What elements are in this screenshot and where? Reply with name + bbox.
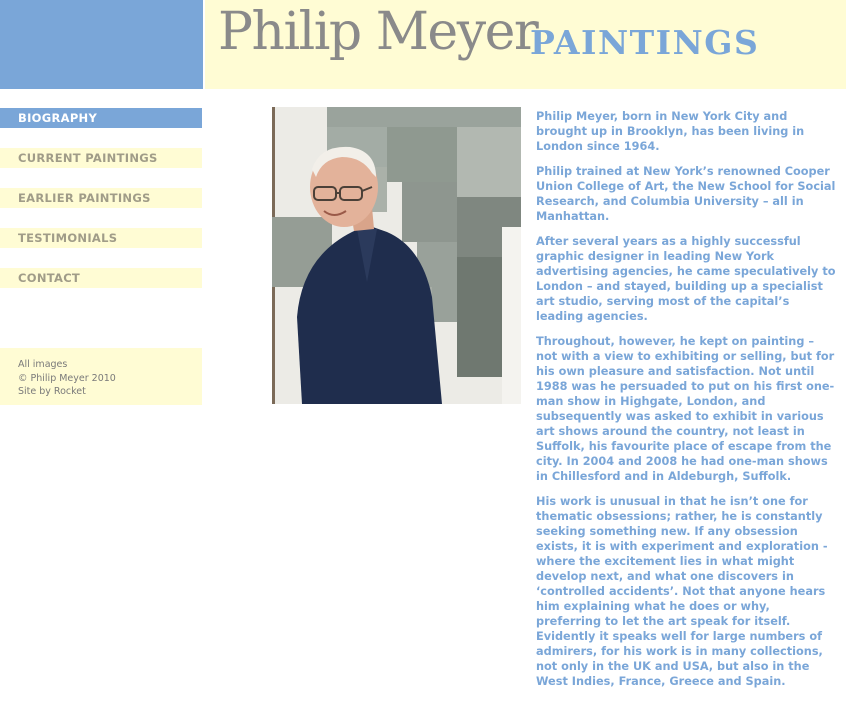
bio-paragraph: Throughout, however, he kept on painting – not with a view to exhibiting or selling, but for his own pleasure and satisfaction. Not until 1988 was he persuaded to put on his first one-man show in Highgate, London, and subsequently was asked to exhibit in various art shows around the country, not least in Suffolk, his favourite place of escape from the city. In 2004 and 2008 he had one-man shows in Chillesford and in Aldeburgh, Suffolk.: [536, 335, 835, 483]
nav-item-contact[interactable]: CONTACT: [0, 268, 202, 288]
biography-text: [536, 109, 836, 699]
header-blue-block: [0, 0, 203, 89]
bio-paragraph: After several years as a highly successful graphic designer in leading New York advertising agencies, he came speculatively to London – and stayed, building up a specialist art studio, serving most of the capital’s leading agencies.: [536, 235, 836, 323]
site-title-paintings[interactable]: PAINTINGS: [530, 23, 760, 62]
footer-line-site-by[interactable]: Site by Rocket: [18, 386, 86, 397]
nav-item-earlier-paintings[interactable]: EARLIER PAINTINGS: [0, 188, 202, 208]
portrait-photo: [272, 107, 521, 404]
portrait-illustration: [272, 107, 521, 404]
footer-line-images: All images: [18, 359, 68, 370]
nav-item-biography[interactable]: BIOGRAPHY: [0, 108, 202, 128]
nav-item-testimonials[interactable]: TESTIMONIALS: [0, 228, 202, 248]
site-title-name[interactable]: Philip Meyer: [218, 2, 538, 62]
bio-paragraph: Philip Meyer, born in New York City and brought up in Brooklyn, has been living in London since 1964.: [536, 110, 805, 153]
nav-item-current-paintings[interactable]: CURRENT PAINTINGS: [0, 148, 202, 168]
site-header: [205, 0, 846, 89]
footer-line-copyright: © Philip Meyer 2010: [18, 372, 116, 384]
bio-paragraph: His work is unusual in that he isn’t one for thematic obsessions; rather, he is constantly seeking something new. If any obsession exists, it is with experiment and exploration - where the excitement lies in what might develop next, and what one discovers in ‘controlled accidents’. Not that anyone hears him explaining what he does or why, preferring to let the art speak for itself. Evidently it speaks well for large numbers of admirers, for his work is in many collections, not only in the UK and USA, but also in the West Indies, France, Greece and Spain.: [536, 495, 828, 688]
footer-credits: [0, 348, 202, 405]
main-nav: [0, 108, 202, 308]
bio-paragraph: Philip trained at New York’s renowned Cooper Union College of Art, the New School for Social Research, and Columbia University – all in Manhattan.: [536, 165, 836, 223]
